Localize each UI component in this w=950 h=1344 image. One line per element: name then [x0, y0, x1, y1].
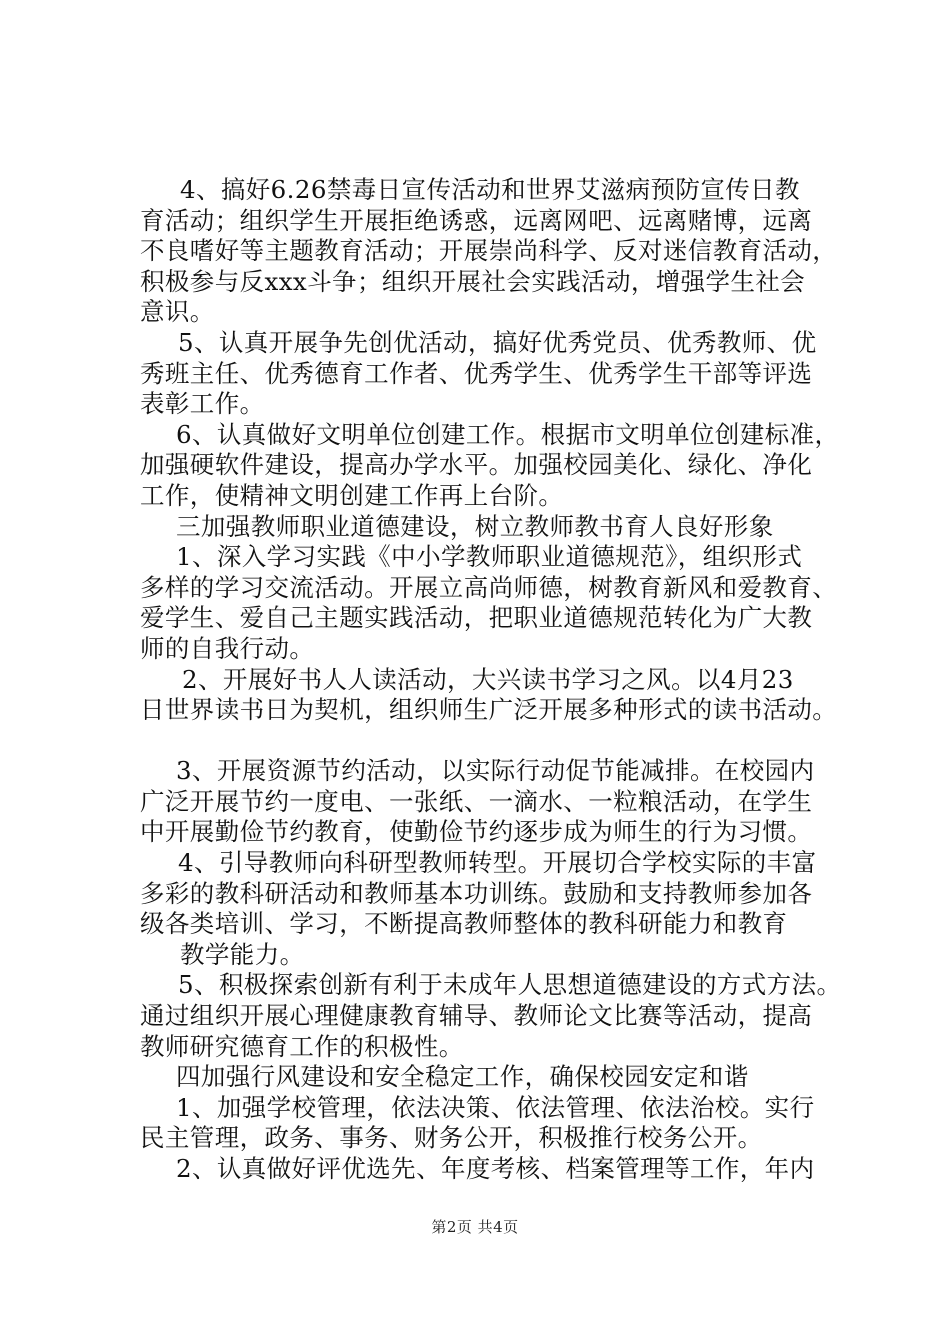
text-line: 三加强教师职业道德建设，树立教师教书育人良好形象	[176, 511, 774, 541]
text-line: 4、引导教师向科研型教师转型。开展切合学校实际的丰富	[178, 848, 817, 878]
text-line: 5、认真开展争先创优活动，搞好优秀党员、优秀教师、优	[178, 327, 817, 357]
text-line: 通过组织开展心理健康教育辅导、教师论文比赛等活动，提高	[140, 1001, 813, 1031]
text-line: 5、积极探索创新有利于未成年人思想道德建设的方式方法。	[178, 970, 842, 1000]
text-line: 2、认真做好评优选先、年度考核、档案管理等工作，年内	[176, 1154, 815, 1183]
text-line: 加强硬软件建设，提高办学水平。加强校园美化、绿化、净化	[140, 450, 813, 480]
text-line: 广泛开展节约一度电、一张纸、一滴水、一粒粮活动，在学生	[140, 786, 813, 816]
text-line: 多彩的教科研活动和教师基本功训练。鼓励和支持教师参加各	[140, 878, 813, 908]
text-line: 爱学生、爱自己主题实践活动，把职业道德规范转化为广大教	[140, 603, 813, 633]
text-line: 四加强行风建设和安全稳定工作，确保校园安定和谐	[176, 1062, 749, 1092]
text-line: 积极参与反xxx斗争；组织开展社会实践活动，增强学生社会	[140, 266, 806, 296]
text-line: 工作，使精神文明创建工作再上台阶。	[140, 480, 564, 510]
text-line: 多样的学习交流活动。开展立高尚师德，树教育新风和爱教育、	[140, 572, 838, 602]
text-line: 1、深入学习实践《中小学教师职业道德规范》，组织形式	[176, 542, 803, 572]
document-body	[140, 175, 840, 1185]
text-line: 4、搞好6.26禁毒日宣传活动和世界艾滋病预防宣传日教	[180, 175, 800, 204]
text-line: 意识。	[140, 297, 215, 327]
text-line: 表彰工作。	[140, 389, 265, 419]
text-line: 2、开展好书人人读活动，大兴读书学习之风。以4月23	[182, 664, 794, 694]
text-line: 教师研究德育工作的积极性。	[140, 1031, 464, 1061]
text-line: 育活动；组织学生开展拒绝诱惑，远离网吧、远离赌博，远离	[140, 205, 813, 235]
text-line: 级各类培训、学习，不断提高教师整体的教科研能力和教育	[140, 909, 788, 939]
text-line: 日世界读书日为契机，组织师生广泛开展多种形式的读书活动。	[140, 695, 838, 725]
page-footer: 第2页 共4页	[431, 1218, 519, 1236]
text-line: 师的自我行动。	[140, 633, 315, 663]
text-line: 秀班主任、优秀德育工作者、优秀学生、优秀学生干部等评选	[140, 358, 813, 388]
text-line: 3、开展资源节约活动，以实际行动促节能减排。在校园内	[176, 756, 815, 786]
text-line: 教学能力。	[180, 939, 305, 969]
text-line: 民主管理，政务、事务、财务公开，积极推行校务公开。	[140, 1123, 763, 1153]
blank-line	[140, 726, 840, 757]
text-line: 不良嗜好等主题教育活动；开展崇尚科学、反对迷信教育活动，	[140, 236, 838, 266]
text-line: 1、加强学校管理，依法决策、依法管理、依法治校。实行	[176, 1092, 815, 1122]
text-line: 中开展勤俭节约教育，使勤俭节约逐步成为师生的行为习惯。	[140, 817, 813, 847]
text-line: 6、认真做好文明单位创建工作。根据市文明单位创建标准，	[176, 419, 840, 449]
